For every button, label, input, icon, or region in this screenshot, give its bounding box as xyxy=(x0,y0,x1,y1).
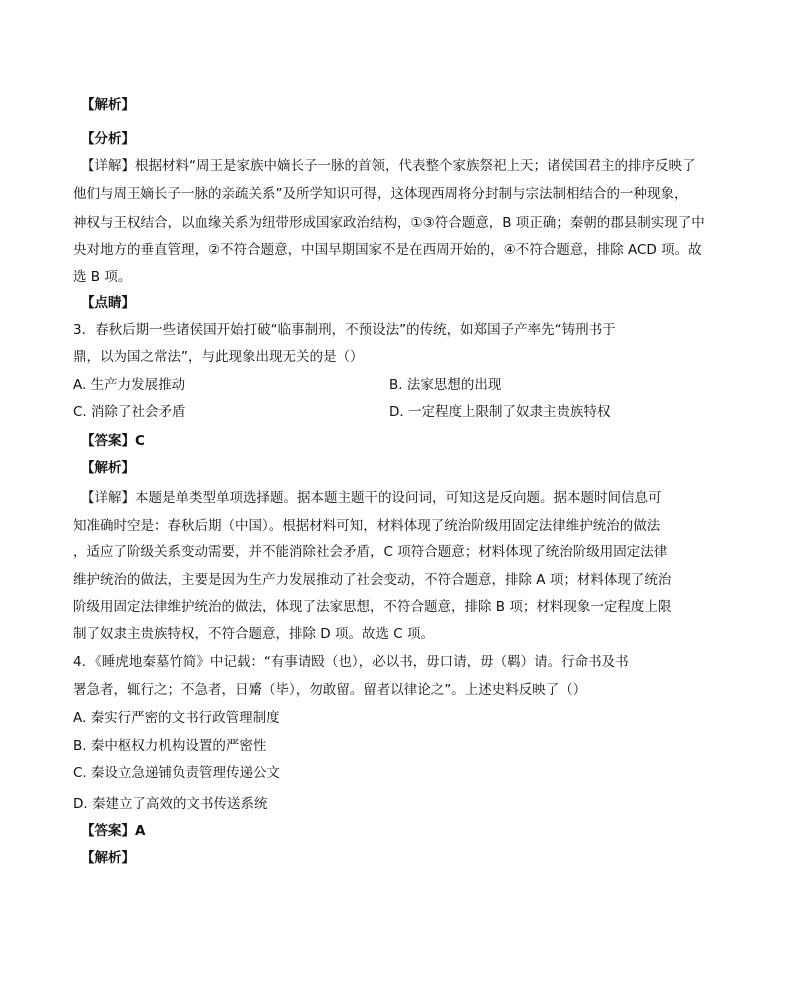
q4-stem-line-1: 4．《睡虎地秦墓竹简》中记载：“有事请殹（也），必以书，毋口请，毋（羁）请。行命书及书 xyxy=(73,654,629,670)
q4-option-b: B. 秦中枢权力机构设置的严密性 xyxy=(73,738,267,754)
q3-option-b: B. 法家思想的出现 xyxy=(389,377,502,393)
q3-xiangjie-line-6: 制了奴隶主贵族特权，不符合题意，排除 D 项。故选 C 项。 xyxy=(73,626,434,642)
q4-option-c: C. 秦设立急递铺负责管理传递公文 xyxy=(73,765,281,781)
q3-stem-line-1: 3．春秋后期一些诸侯国开始打破“临事制刑，不预设法”的传统，如郑国子产率先“铸刑书于 xyxy=(73,322,616,338)
q3-option-c: C. 消除了社会矛盾 xyxy=(73,404,186,420)
xiangjie-1-line-5: 选 B 项。 xyxy=(73,269,132,285)
xiangjie-1-line-2: 他们与周王嫡长子一脉的亲疏关系”及所学知识可得，这体现西周将分封制与宗法制相结合的一种现象， xyxy=(73,186,688,202)
q3-answer: 【答案】C xyxy=(81,433,145,449)
q4-jiexi-heading: 【解析】 xyxy=(81,850,135,866)
xiangjie-1-line-4: 央对地方的垂直管理，②不符合题意，中国早期国家不是在西周开始的，④不符合题意，排除 ACD 项。故 xyxy=(73,242,702,258)
q4-option-a: A. 秦实行严密的文书行政管理制度 xyxy=(73,710,280,726)
heading-fenxi-1: 【分析】 xyxy=(81,131,135,147)
q3-jiexi-heading: 【解析】 xyxy=(81,460,135,476)
heading-dianjing-1: 【点睛】 xyxy=(81,295,135,311)
q3-option-a: A. 生产力发展推动 xyxy=(73,377,186,393)
q4-answer: 【答案】A xyxy=(81,823,146,839)
xiangjie-1-line-3: 神权与王权结合，以血缘关系为纽带形成国家政治结构，①③符合题意，B 项正确；秦朝的郡县制实现了中 xyxy=(73,215,705,231)
q3-xiangjie-line-4: 维护统治的做法，主要是因为生产力发展推动了社会变动，不符合题意，排除 A 项；材料体现了统治 xyxy=(73,572,672,588)
q3-xiangjie-line-1: 【详解】本题是单类型单项选择题。据本题主题干的设问词，可知这是反向题。据本题时间信息可 xyxy=(81,490,662,506)
xiangjie-1-line-1: 【详解】根据材料“周王是家族中嫡长子一脉的首领，代表整个家族祭祀上天；诸侯国君主的排序反映了 xyxy=(81,158,696,174)
q3-xiangjie-line-5: 阶级用固定法律维护统治的做法，体现了法家思想，不符合题意，排除 B 项；材料现象一定程度上限 xyxy=(73,599,672,615)
heading-jiexi-1: 【解析】 xyxy=(81,97,135,113)
q4-stem-line-2: 署急者，辄行之；不急者，日觱（毕），勿敢留。留者以律论之”。上述史料反映了（） xyxy=(73,682,587,698)
q4-option-d: D. 秦建立了高效的文书传送系统 xyxy=(73,796,268,812)
q3-option-d: D. 一定程度上限制了奴隶主贵族特权 xyxy=(389,404,611,420)
q3-xiangjie-line-3: ，适应了阶级关系变动需要，并不能消除社会矛盾，C 项符合题意；材料体现了统治阶级用固定法律 xyxy=(73,544,668,560)
q3-stem-line-2: 鼎，以为国之常法”，与此现象出现无关的是（） xyxy=(73,349,364,365)
q3-xiangjie-line-2: 知准确时空是：春秋后期（中国）。根据材料可知，材料体现了统治阶级用固定法律维护统治的做法 xyxy=(73,518,661,534)
